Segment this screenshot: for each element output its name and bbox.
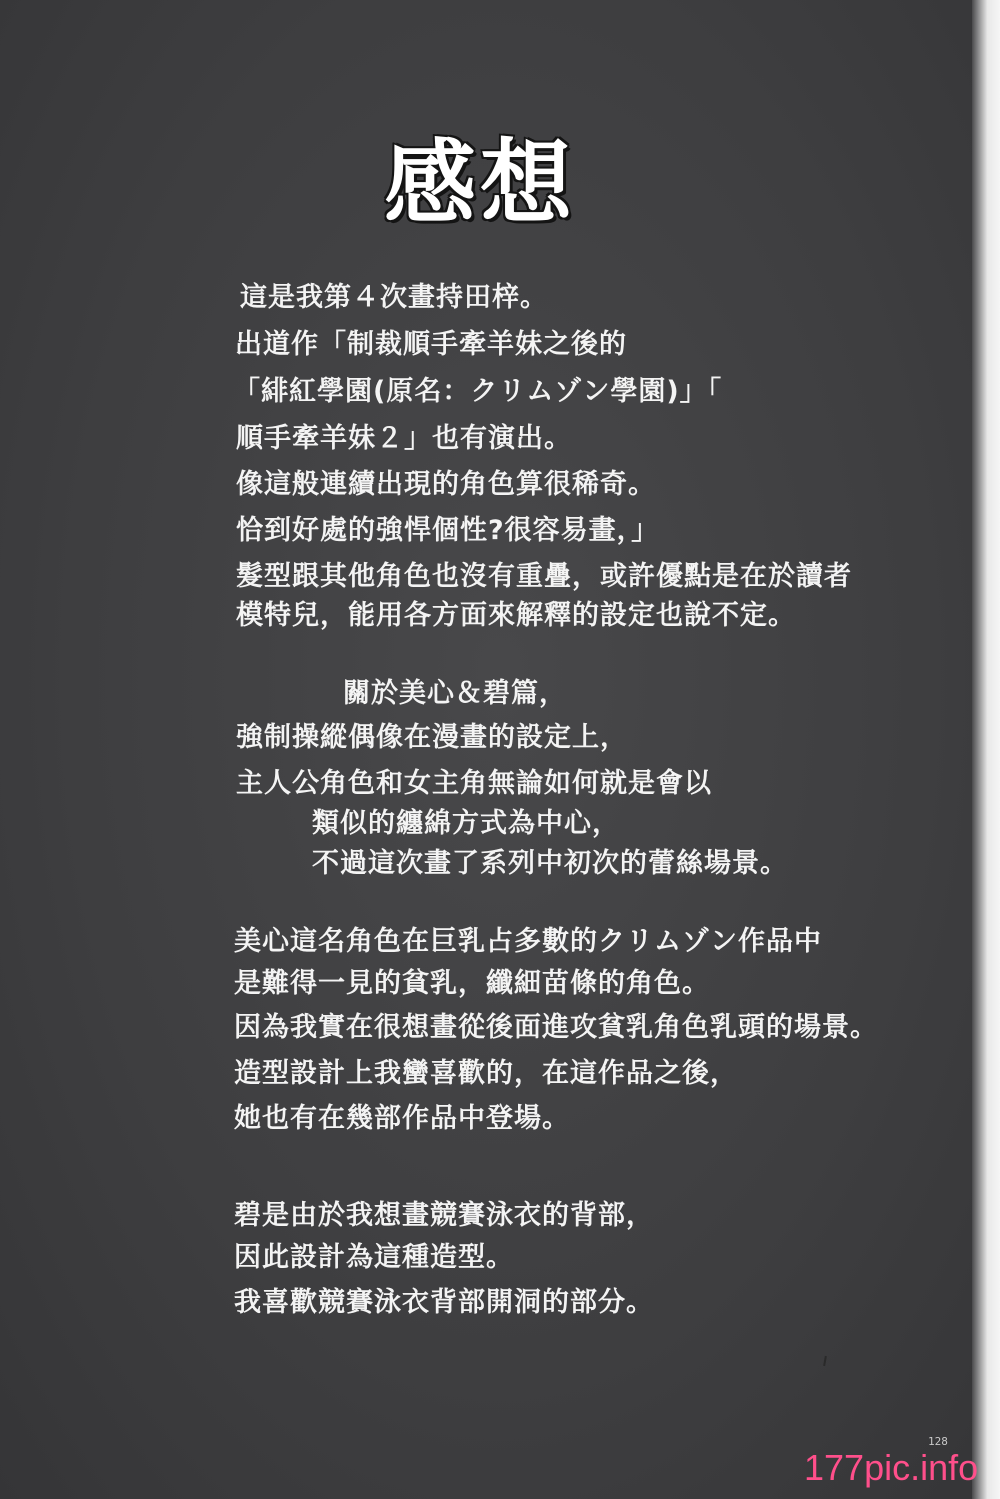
text-line: 「緋紅學園(原名：クリムゾン學園)」「 [233, 376, 723, 407]
text-line: 順手牽羊妹２」也有演出。 [236, 423, 572, 454]
page-number: 128 [928, 1435, 948, 1448]
text-line: 主人公角色和女主角無論如何就是會以 [236, 768, 712, 799]
text-line: 強制操縱偶像在漫畫的設定上， [236, 722, 628, 753]
text-line: 她也有在幾部作品中登場。 [234, 1103, 570, 1134]
text-line: 模特兒，能用各方面來解釋的設定也說不定。 [236, 600, 796, 631]
text-line: 髮型跟其他角色也沒有重疊，或許優點是在於讀者 [236, 561, 852, 592]
text-line: 美心這名角色在巨乳占多數的クリムゾン作品中 [234, 926, 822, 957]
text-line: 是難得一見的貧乳，纖細苗條的角色。 [234, 968, 710, 999]
text-line: 像這般連續出現的角色算很稀奇。 [236, 469, 656, 500]
page-edge [972, 0, 1000, 1499]
text-line: 我喜歡競賽泳衣背部開洞的部分。 [234, 1287, 654, 1318]
text-line: 恰到好處的強悍個性?很容易畫，」 [236, 515, 660, 546]
text-line: 關於美心＆碧篇， [343, 678, 567, 709]
text-line: 出道作「制裁順手牽羊妹之後的 [235, 329, 627, 360]
text-line: 不過這次畫了系列中初次的蕾絲場景。 [312, 848, 788, 879]
text-line: 造型設計上我蠻喜歡的，在這作品之後， [234, 1058, 738, 1089]
text-line: 因為我實在很想畫從後面進攻貧乳角色乳頭的場景。 [234, 1012, 878, 1043]
text-line: 類似的纏綿方式為中心， [312, 808, 620, 839]
text-line: 碧是由於我想畫競賽泳衣的背部， [234, 1200, 654, 1231]
page-title: 感想 [383, 130, 576, 237]
text-line: 這是我第４次畫持田梓。 [240, 282, 548, 313]
site-watermark: 177pic.info [804, 1447, 979, 1488]
text-line: 因此設計為這種造型。 [234, 1242, 514, 1273]
scan-speck [823, 1356, 827, 1366]
